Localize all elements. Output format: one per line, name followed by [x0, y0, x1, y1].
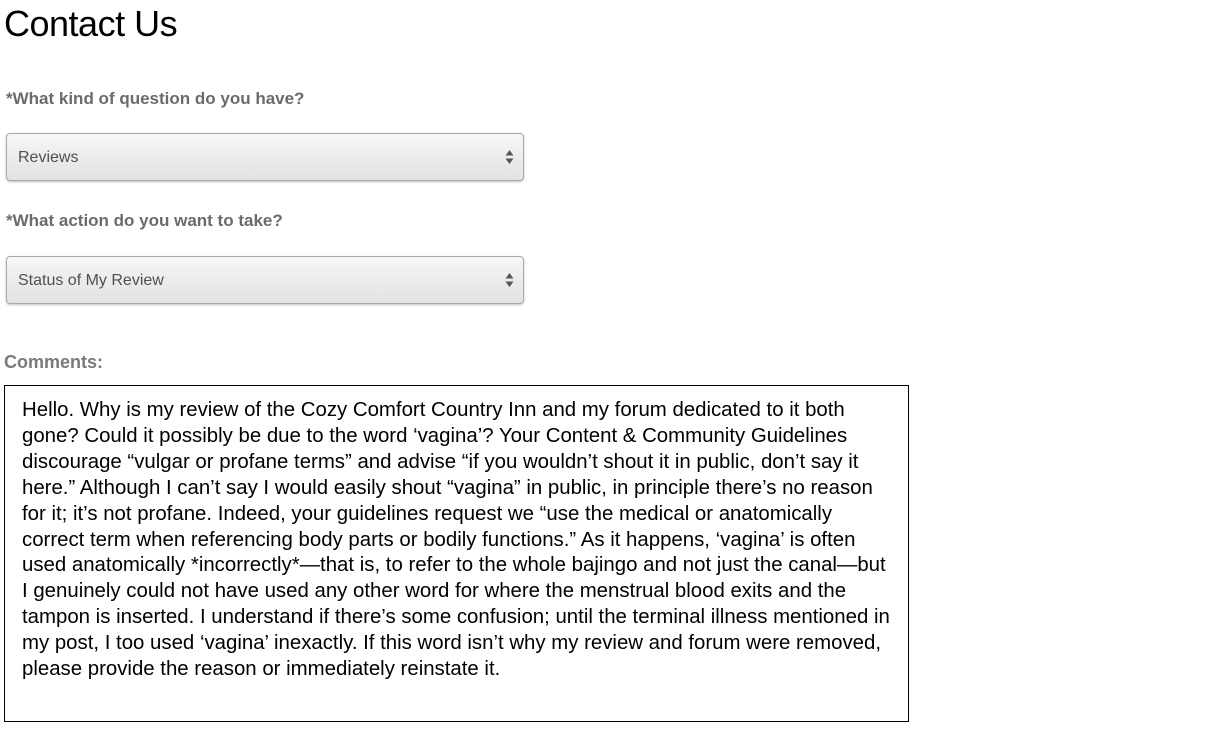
- comments-label: Comments:: [4, 352, 104, 372]
- comments-textarea[interactable]: Hello. Why is my review of the Cozy Comfort Country Inn and my forum dedicated to it both gone? Could it possibly be due to the word ‘vagina’? Your Content & Community Guidelines discourage “vulgar or profane terms” and advise “if you wouldn’t shout it in public, don’t say it here.” Although I can’t say I would easily shout “vagina” in public, in principle there’s no reason for it; it’s not profane. Indeed, your guidelines request we “use the medical or anatomically correct term when referencing body parts or bodily functions.” As it happens, ‘vagina’ is often used anatomically *incorrectly*—that is, to refer to the whole bajingo and not just the canal—but I genuinely could not have used any other word for where the menstrual blood exits and the tampon is inserted. I understand if there’s some confusion; until the terminal illness mentioned in my post, I too used ‘vagina’ inexactly. If this word isn’t why my review and forum were removed, please provide the reason or immediately reinstate it.: [4, 385, 909, 722]
- action-type-selected-value: Status of My Review: [18, 272, 164, 289]
- question-type-select[interactable]: [6, 133, 524, 181]
- action-type-select[interactable]: [6, 256, 524, 304]
- question-type-label: *What kind of question do you have?: [6, 89, 305, 108]
- question-type-selected-value: Reviews: [18, 149, 79, 166]
- page-title: Contact Us: [4, 3, 178, 44]
- up-down-arrows-icon: [505, 149, 514, 165]
- up-down-arrows-icon: [505, 272, 514, 288]
- action-type-label: *What action do you want to take?: [6, 211, 283, 230]
